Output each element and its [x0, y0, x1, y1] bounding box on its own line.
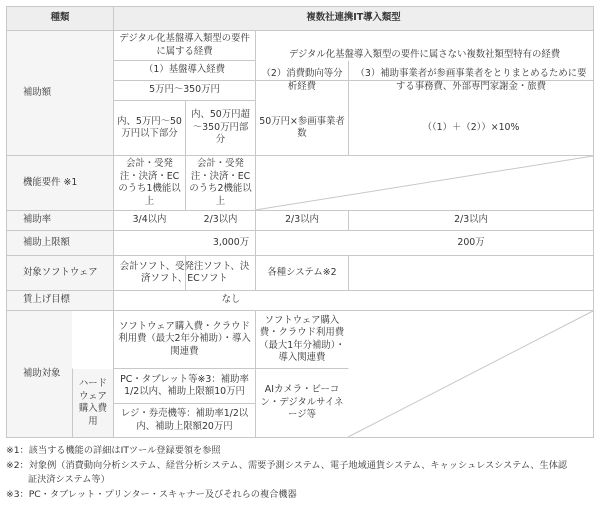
header-type: 複数社連携IT導入類型: [114, 7, 593, 30]
label-subsidy-amount: 補助額: [7, 31, 113, 155]
digital-base-header: デジタル化基盤導入類型の要件に属する経費: [119, 33, 250, 57]
footnote-2: ※2：対象例（消費動向分析システム、経営分析システム、需要予測システム、電子地域通貨システム、キャッシュレスシステム、生体認: [6, 459, 568, 471]
target-software-b: 各種システム※2: [267, 266, 337, 278]
empty-cell-diagonal: [255, 156, 593, 210]
coordinator-formula: （（1）＋（2））×10%: [422, 121, 520, 133]
consumer-analysis-expense: （2）消費動向等分析経費: [261, 68, 343, 92]
software-cost-b: ソフトウェア購入費・クラウド利用費（最大1年分補助）・導入関連費: [259, 314, 345, 363]
function-req-1: 会計・受発注・決済・ECのうち1機能以上: [118, 158, 181, 207]
label-wage-target: 賃上げ目標: [7, 291, 113, 310]
label-subsidy-rate: 補助率: [7, 211, 113, 230]
wage-target-value: なし: [221, 294, 241, 306]
target-software-a: 会計ソフト、受発注ソフト、決済ソフト、ECソフト: [119, 260, 250, 284]
header-kind: 種類: [7, 7, 113, 30]
amount-tier-1: 内、5万円～50万円以下部分: [117, 115, 182, 139]
function-req-2: 会計・受発注・決済・ECのうち2機能以上: [189, 158, 252, 207]
footnote-2-cont: 証決済システム等）: [28, 474, 110, 485]
per-participant-amount: 50万円×参画事業者数: [259, 115, 345, 139]
footnote-3: ※3：PC・タブレット・プリンター・スキャナー及びそれらの複合機器: [6, 488, 297, 500]
subsidy-rate-3: 2/3以内: [285, 214, 319, 226]
footnotes: [6, 444, 596, 502]
footnote-1: ※1：該当する機能の詳細はITツール登録要領を参照: [6, 445, 221, 456]
subsidy-rate-2: 2/3以内: [203, 214, 238, 226]
label-subsidy-limit: 補助上限額: [7, 231, 113, 255]
amount-range: 5万円～350万円: [149, 84, 220, 96]
empty-cell-diagonal: [348, 311, 593, 437]
subsidy-rate-1: 3/4以内: [132, 214, 167, 226]
amount-tier-2: 内、50万円超～350万円部分: [191, 109, 250, 146]
subsidy-limit-b: 200万: [457, 236, 485, 248]
pc-tablet-cost: PC・タブレット等※3：補助率1/2以内、補助上限額10万円: [120, 373, 249, 397]
register-cost: レジ・券売機等：補助率1/2以内、補助上限額20万円: [120, 408, 249, 432]
subsidy-limit-a: 3,000万: [212, 236, 250, 248]
label-target-software: 対象ソフトウェア: [7, 256, 113, 290]
other-expense-header: デジタル化基盤導入類型の要件に属さない複数社類型特有の経費: [288, 49, 561, 61]
software-cost-a: ソフトウェア購入費・クラウド利用費（最大2年分補助）・導入関連費: [118, 320, 251, 357]
coordinator-expense: （3）補助事業者が参画事業者をとりまとめるために要する事務費、外部専門家謝金・旅費: [355, 68, 587, 92]
subsidy-rate-4: 2/3以内: [454, 214, 488, 226]
label-function-req: 機能要件 ※1: [7, 156, 113, 210]
label-subsidy-target: 補助対象: [7, 311, 72, 437]
hardware-cost-label: ハードウェア購入費用: [73, 369, 113, 437]
base-intro-expense: （1）基盤導入経費: [144, 64, 225, 76]
ai-camera-cost: AIカメラ・ビーコン・デジタルサイネージ等: [260, 384, 344, 421]
